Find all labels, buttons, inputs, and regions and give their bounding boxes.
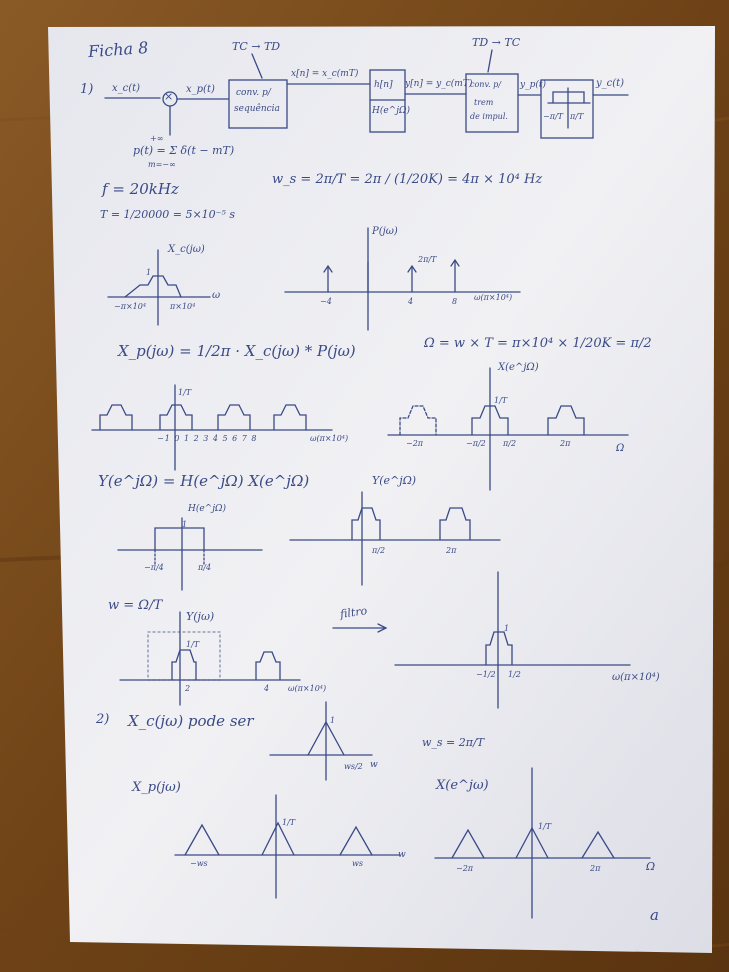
filter-line2: H(e^jΩ) [372, 106, 410, 116]
xp2-peak-label: 1/T [282, 818, 296, 827]
xc-axis-label: ω [212, 290, 221, 301]
yjw-plot-title: Y(jω) [186, 610, 215, 623]
h-peak-label: 1 [182, 520, 188, 529]
xe-tick-pi2: π/2 [503, 439, 517, 448]
converter-2-top-label: TD → TC [472, 36, 521, 49]
triangle-peak-label: 1 [330, 716, 336, 725]
xe-tick-mpi2: −π/2 [466, 439, 486, 448]
yc-axis-label: ω(π×10⁴) [612, 672, 660, 683]
h-tick-mpi4: −π/4 [144, 563, 164, 572]
converter-2-line3: de impul. [470, 112, 508, 121]
yjw-tick-4: 4 [264, 684, 270, 693]
ws-equation: w_s = 2π/T = 2π / (1/20K) = 4π × 10⁴ Hz [272, 172, 543, 187]
xe-tick-m2pi: −2π [406, 439, 424, 448]
xp2-tick-mws: −ws [190, 859, 208, 868]
xc-plot-title: X_c(jω) [168, 244, 205, 255]
filtro-label: filtro [339, 604, 368, 621]
yc-tick-mhalf: −1/2 [476, 670, 496, 679]
xp2-plot-title: X_p(jω) [132, 780, 181, 795]
sample-equation: x[n] = x_c(mT) [291, 69, 359, 79]
xp2-axis-label: w [398, 850, 406, 860]
p-tick-8: 8 [452, 297, 458, 306]
yjw-peak-label: 1/T [186, 640, 200, 649]
sum-upper-limit: +∞ [150, 134, 164, 143]
p-axis-label: ω(π×10⁴) [474, 293, 513, 302]
xe2-axis-label: Ω [646, 860, 656, 873]
h-tick-pi4: π/4 [198, 563, 212, 572]
frequency-equation: f = 20kHz [102, 180, 179, 198]
converter-1-top-label: TC → TD [232, 40, 281, 53]
problem-2-label: 2) [96, 712, 110, 727]
multiplier-symbol: × [164, 90, 174, 103]
title: Ficha 8 [87, 37, 149, 62]
output-signal-label: y_c(t) [596, 78, 625, 89]
lpf-low-cutoff: −π/T [543, 112, 563, 121]
xp-convolution-equation: X_p(jω) = 1/2π · X_c(jω) * P(jω) [118, 342, 356, 360]
xe2-peak-label: 1/T [538, 822, 552, 831]
h-plot-title: H(e^jΩ) [188, 504, 226, 514]
xc-peak-label: 1 [146, 268, 152, 277]
triangle-axis-label: w [370, 760, 378, 770]
converter-1-line2: sequência [234, 104, 280, 114]
yc-tick-half: 1/2 [508, 670, 521, 679]
input-signal-label: x_c(t) [112, 83, 141, 94]
yjw-axis-label: ω(π×10⁴) [288, 684, 327, 693]
ye-plot-title: Y(e^jΩ) [372, 474, 417, 487]
xp-peak-label: 1/T [178, 388, 192, 397]
p-plot-title: P(jω) [372, 226, 398, 237]
xe-plot-title: X(e^jΩ) [498, 362, 539, 373]
impulse-train-equation: p(t) = Σ δ(t − mT) [133, 144, 235, 157]
ye-tick-2pi: 2π [446, 546, 457, 555]
converter-1-line1: conv. p/ [236, 88, 271, 98]
w-from-omega-equation: w = Ω/T [108, 598, 163, 613]
omega-equation: Ω = w × T = π×10⁴ × 1/20K = π/2 [424, 336, 652, 351]
problem-1-label: 1) [80, 82, 94, 97]
xc-right-tick: π×10⁴ [170, 302, 196, 311]
xp-tick-labels: −1 0 1 2 3 4 5 6 7 8 [157, 434, 258, 443]
xp-axis-label: ω(π×10⁴) [310, 434, 349, 443]
pode-ser-text: X_c(jω) pode ser [128, 712, 254, 730]
p-tick-m4: −4 [320, 297, 332, 306]
xe-peak-label: 1/T [494, 396, 508, 405]
xe2-plot-title: X(e^jω) [436, 778, 489, 793]
period-equation: T = 1/20000 = 5×10⁻⁵ s [100, 208, 236, 221]
lpf-high-cutoff: π/T [570, 112, 584, 121]
converter-2-line2: trem [474, 98, 494, 107]
xe-axis-label: Ω [616, 443, 625, 454]
output-sequence-label: y[n] = y_c(mT) [405, 79, 473, 89]
filter-line1: h[n] [374, 80, 393, 90]
product-signal-label: x_p(t) [186, 84, 215, 95]
xe2-tick-m2pi: −2π [456, 864, 474, 873]
ws2-equation: w_s = 2π/T [422, 736, 485, 749]
xe2-tick-2pi: 2π [590, 864, 601, 873]
xe-tick-2pi: 2π [560, 439, 571, 448]
yjw-tick-2: 2 [185, 684, 191, 693]
ye-tick-pi2: π/2 [372, 546, 386, 555]
yp-label: y_p(t) [520, 80, 546, 90]
p-peak-label: 2π/T [418, 255, 437, 264]
sum-lower-limit: m=−∞ [148, 160, 176, 169]
converter-2-line1: conv. p/ [470, 80, 501, 89]
xc-left-tick: −π×10⁴ [114, 302, 147, 311]
yc-peak-label: 1 [504, 624, 510, 633]
y-product-equation: Y(e^jΩ) = H(e^jΩ) X(e^jΩ) [98, 472, 310, 490]
xp2-tick-ws: ws [352, 859, 363, 868]
page-mark: a [650, 906, 659, 924]
p-tick-4: 4 [408, 297, 414, 306]
triangle-tick: ws/2 [344, 762, 363, 771]
